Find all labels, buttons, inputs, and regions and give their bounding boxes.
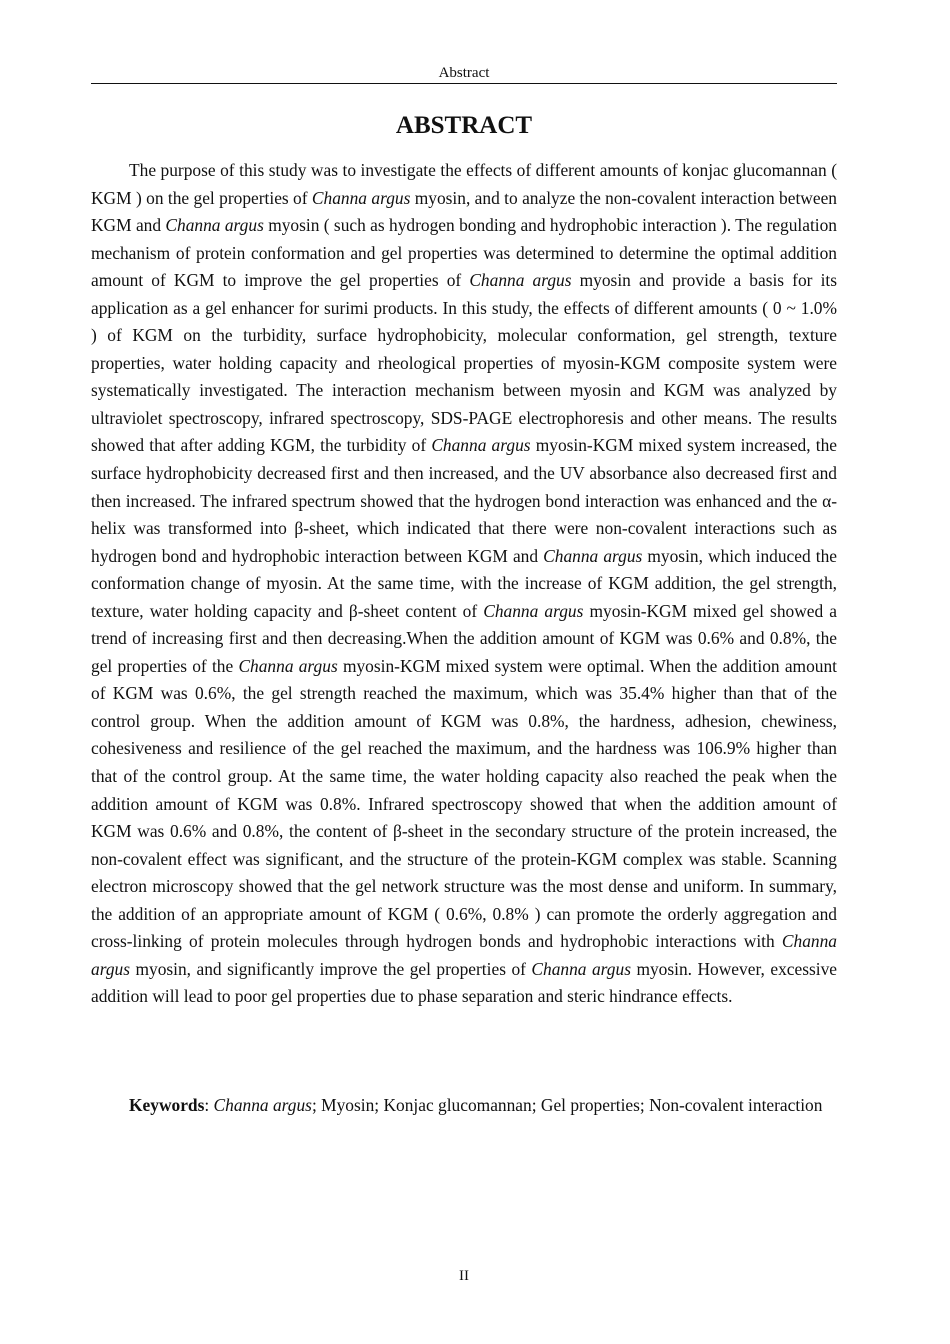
abstract-text-run: myosin-KGM mixed system increased, the surface hydrophobicity decreased first and then increased, and the UV absorbance also decreased first and then increased. The infrared spectrum showed that the hydrogen bond interaction was enhanced and the α-helix was transformed into β-sheet, which indicated that there were non-covalent interactions such as hydrogen bond and hydrophobic interaction between KGM and [91, 435, 838, 566]
abstract-text-run: myosin-KGM mixed system were optimal. When the addition amount of KGM was 0.6%, the gel strength reached the maximum, which was 35.4% higher than that of the control group. When the addition amount of KGM was 0.8%, the hardness, adhesion, chewiness, cohesiveness and resilience of the gel reached the maximum, and the hardness was 106.9% higher than that of the control group. At the same time, the water holding capacity also reached the peak when the addition amount of KGM was 0.8%. Infrared spectroscopy showed that when the addition amount of KGM was 0.6% and 0.8%, the content of β-sheet in the secondary structure of the protein increased, the non-covalent effect was significant, and the structure of the protein-KGM complex was stable. Scanning electron microscopy showed that the gel network structure was the most dense and uniform. In summary, the addition of an appropriate amount of KGM ( 0.6%, 0.8% ) can promote the orderly aggregation and cross-linking of protein molecules through hydrogen bonds and hydrophobic interactions with [91, 655, 838, 952]
abstract-text-run: myosin ( such as hydrogen bonding and hydrophobic interaction ). The regulation mechanism of protein conformation and gel properties was determined to determine the optimal addition amount of KGM to improve the gel properties of [91, 215, 837, 291]
abstract-title: ABSTRACT [395, 112, 533, 139]
keywords-label: Keywords [129, 1095, 205, 1115]
species-name: Channa argus [91, 931, 837, 979]
abstract-text-run: myosin-KGM mixed gel showed a trend of increasing first and then decreasing.When the addition amount of KGM was 0.6% and 0.8%, the gel properties of the [91, 600, 838, 676]
species-name: Channa argus [238, 655, 338, 676]
page-number: II [459, 1268, 469, 1284]
abstract-text-run: myosin, and to analyze the non-covalent interaction between KGM and [91, 187, 837, 236]
species-name: Channa argus [469, 270, 572, 291]
keywords-separator: : [204, 1095, 214, 1115]
species-name: Channa argus [531, 958, 631, 979]
species-name: Channa argus [431, 435, 531, 456]
abstract-text-run: myosin, which induced the conformation change of myosin. At the same time, with the increase of KGM addition, the gel strength, texture, water holding capacity and β-sheet content of [91, 545, 837, 621]
abstract-text-run: myosin and provide a basis for its application as a gel enhancer for surimi products. In this study, the effects of different amounts ( 0 ~ 1.0% ) of KGM on the turbidity, surface hydrophobicity, molecular conformation, gel strength, texture properties, water holding capacity and rheological properties of myosin-KGM composite system were systematically investigated. The interaction mechanism between myosin and KGM was analyzed by ultraviolet spectroscopy, infrared spectroscopy, SDS-PAGE electrophoresis and other means. The results showed that after adding KGM, the turbidity of [91, 270, 838, 456]
abstract-text-run: myosin, and significantly improve the gel properties of [129, 958, 532, 979]
keyword-species-term: Channa argus [213, 1095, 312, 1115]
abstract-paragraph [91, 157, 837, 1011]
keywords-line [91, 1092, 837, 1120]
species-name: Channa argus [165, 215, 264, 236]
species-name: Channa argus [483, 600, 584, 621]
header-divider [91, 83, 837, 84]
species-name: Channa argus [311, 187, 411, 208]
species-name: Channa argus [543, 545, 643, 566]
running-header: Abstract [438, 65, 490, 81]
abstract-text-run: The purpose of this study was to investigate the effects of different amounts of konjac glucomannan ( KGM ) on the gel properties of [91, 160, 837, 208]
keywords-list: ; Myosin; Konjac glucomannan; Gel properties; Non-covalent interaction [311, 1095, 823, 1115]
abstract-text-run: myosin. However, excessive addition will lead to poor gel properties due to phase separation and steric hindrance effects. [91, 958, 838, 1007]
